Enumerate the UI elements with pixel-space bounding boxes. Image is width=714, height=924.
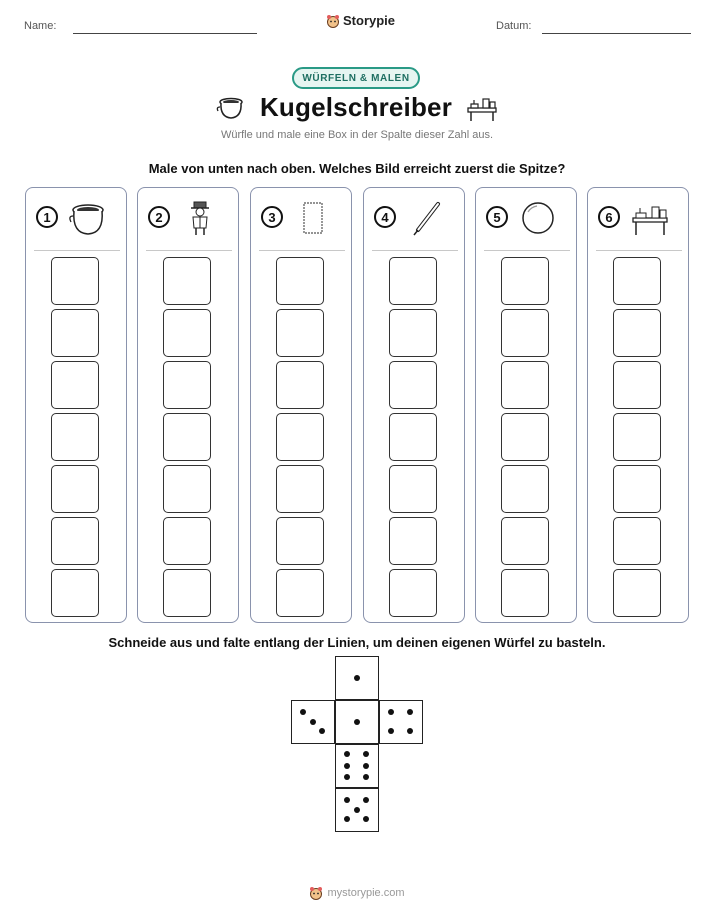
storypie-mascot-icon <box>309 886 323 900</box>
color-box[interactable] <box>613 569 661 617</box>
column-3 <box>250 187 352 623</box>
die-face <box>335 788 379 832</box>
column-number: 3 <box>261 206 283 228</box>
cauldron-icon <box>216 95 246 121</box>
die-face <box>335 744 379 788</box>
die-pip <box>344 816 350 822</box>
column-number: 5 <box>486 206 508 228</box>
column-header <box>146 200 232 240</box>
color-box[interactable] <box>163 309 211 357</box>
die-pip <box>363 774 369 780</box>
color-box[interactable] <box>163 361 211 409</box>
die-pip <box>344 797 350 803</box>
column-header <box>484 200 570 240</box>
die-pip <box>363 816 369 822</box>
column-number: 4 <box>374 206 396 228</box>
color-box[interactable] <box>613 309 661 357</box>
die-pip <box>354 675 360 681</box>
footer-url: mystorypie.com <box>327 887 405 899</box>
color-box[interactable] <box>276 569 324 617</box>
color-box[interactable] <box>501 361 549 409</box>
color-box[interactable] <box>501 517 549 565</box>
color-box[interactable] <box>51 361 99 409</box>
color-box[interactable] <box>51 465 99 513</box>
die-face <box>335 700 379 744</box>
column-header <box>259 200 345 240</box>
color-box[interactable] <box>276 309 324 357</box>
color-box[interactable] <box>613 361 661 409</box>
column-header <box>596 200 682 240</box>
color-box[interactable] <box>389 361 437 409</box>
name-line[interactable] <box>73 33 257 34</box>
die-pip <box>363 797 369 803</box>
column-number: 1 <box>36 206 58 228</box>
subtitle: Würfle und male eine Box in der Spalte dieser Zahl aus. <box>220 129 494 141</box>
column-2 <box>137 187 239 623</box>
column-divider <box>259 250 345 251</box>
column-divider <box>372 250 458 251</box>
column-header <box>34 200 120 240</box>
paper-sheet-icon <box>293 200 333 236</box>
color-box[interactable] <box>389 465 437 513</box>
color-box[interactable] <box>501 413 549 461</box>
die-pip <box>354 807 360 813</box>
color-box[interactable] <box>51 569 99 617</box>
color-box[interactable] <box>51 309 99 357</box>
die-pip <box>388 709 394 715</box>
top-instruction: Male von unten nach oben. Welches Bild erreicht zuerst die Spitze? <box>148 161 566 176</box>
page-title: Kugelschreiber <box>259 92 453 122</box>
die-pip <box>407 709 413 715</box>
color-box[interactable] <box>501 309 549 357</box>
color-box[interactable] <box>389 569 437 617</box>
die-pip <box>310 719 316 725</box>
column-4 <box>363 187 465 623</box>
color-box[interactable] <box>51 257 99 305</box>
color-box[interactable] <box>501 257 549 305</box>
color-box[interactable] <box>163 569 211 617</box>
column-divider <box>484 250 570 251</box>
date-line[interactable] <box>542 33 691 34</box>
die-face <box>291 700 335 744</box>
bubble-icon <box>518 200 558 236</box>
color-box[interactable] <box>389 517 437 565</box>
color-box[interactable] <box>389 413 437 461</box>
color-box[interactable] <box>163 517 211 565</box>
brand-name: Storypie <box>343 13 396 28</box>
color-box[interactable] <box>613 465 661 513</box>
column-number: 6 <box>598 206 620 228</box>
column-5 <box>475 187 577 623</box>
die-pip <box>407 728 413 734</box>
color-box[interactable] <box>51 413 99 461</box>
die-pip <box>300 709 306 715</box>
footer <box>0 886 714 900</box>
column-1 <box>25 187 127 623</box>
color-box[interactable] <box>276 361 324 409</box>
column-divider <box>596 250 682 251</box>
die-pip <box>319 728 325 734</box>
color-box[interactable] <box>501 569 549 617</box>
color-box[interactable] <box>163 413 211 461</box>
brand-logo <box>326 13 395 28</box>
color-box[interactable] <box>613 517 661 565</box>
man-in-hat-icon <box>180 200 220 236</box>
cauldron-icon <box>68 200 108 236</box>
column-header <box>372 200 458 240</box>
column-6 <box>587 187 689 623</box>
bottom-instruction: Schneide aus und falte entlang der Linien, um deinen eigenen Würfel zu basteln. <box>108 635 606 650</box>
date-label: Datum: <box>496 20 532 32</box>
color-box[interactable] <box>276 257 324 305</box>
title-row <box>0 92 714 123</box>
die-face <box>335 656 379 700</box>
die-pip <box>388 728 394 734</box>
column-divider <box>34 250 120 251</box>
die-pip <box>344 751 350 757</box>
color-box[interactable] <box>276 413 324 461</box>
color-box[interactable] <box>51 517 99 565</box>
color-box[interactable] <box>613 413 661 461</box>
activity-badge: WÜRFELN & MALEN <box>292 67 420 89</box>
column-number: 2 <box>148 206 170 228</box>
die-pip <box>363 751 369 757</box>
column-divider <box>146 250 232 251</box>
die-pip <box>344 774 350 780</box>
color-box[interactable] <box>613 257 661 305</box>
color-box[interactable] <box>276 465 324 513</box>
color-box[interactable] <box>501 465 549 513</box>
die-pip <box>344 763 350 769</box>
color-box[interactable] <box>163 257 211 305</box>
color-box[interactable] <box>389 257 437 305</box>
pen-icon <box>406 200 446 236</box>
color-box[interactable] <box>163 465 211 513</box>
color-box[interactable] <box>276 517 324 565</box>
workbench-icon <box>630 200 670 236</box>
color-box[interactable] <box>389 309 437 357</box>
workbench-icon <box>466 94 498 122</box>
die-face <box>379 700 423 744</box>
die-pip <box>363 763 369 769</box>
die-pip <box>354 719 360 725</box>
storypie-mascot-icon <box>326 14 340 28</box>
name-label: Name: <box>24 20 57 32</box>
